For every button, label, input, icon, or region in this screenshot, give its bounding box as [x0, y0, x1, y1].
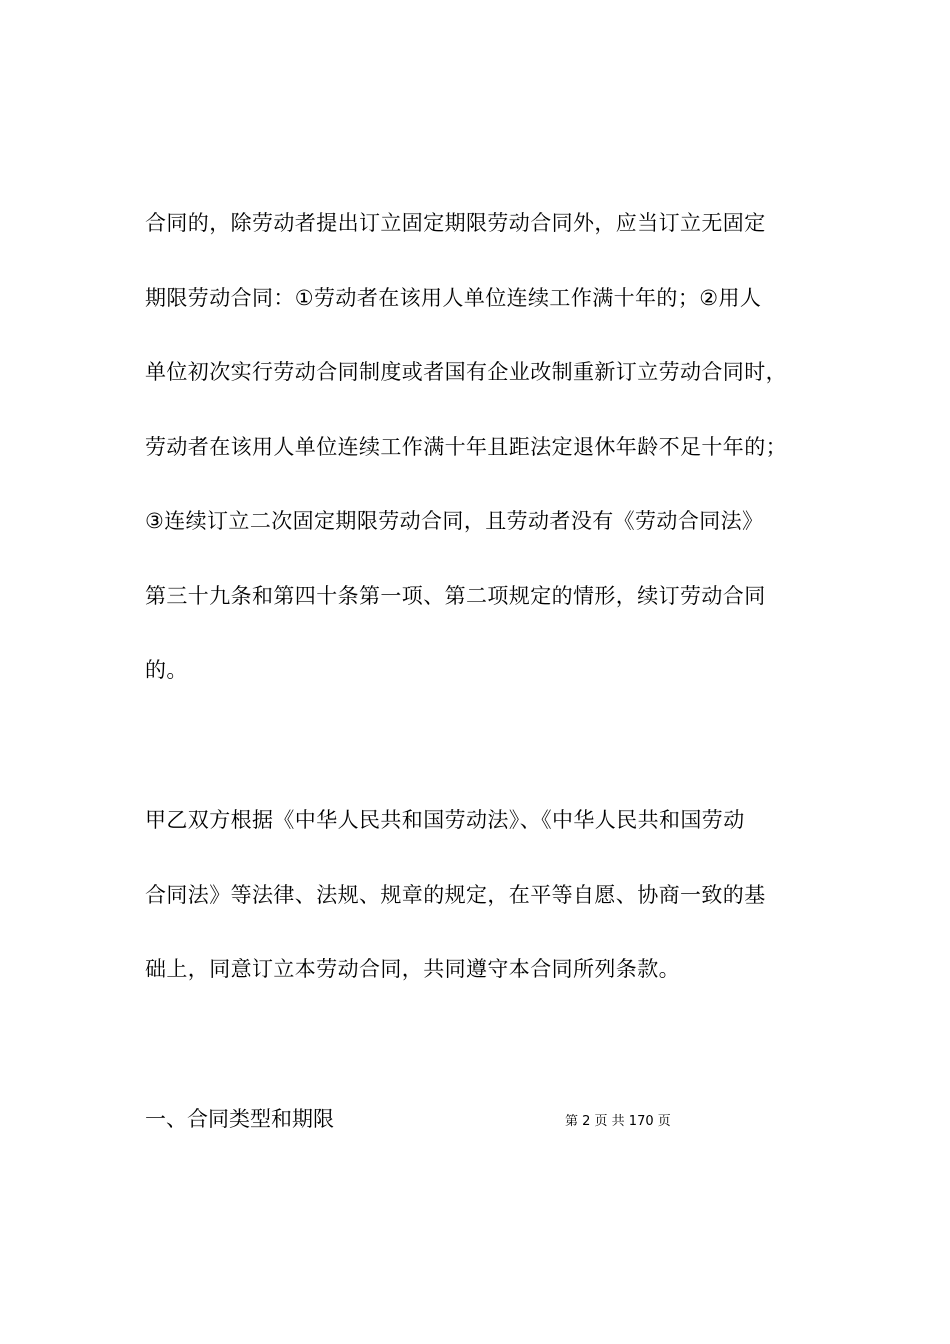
- text-line: 第三十九条和第四十条第一项、第二项规定的情形，续订劳动合同: [145, 584, 766, 608]
- page-number: 第 2 页 共 170 页: [565, 1114, 671, 1129]
- text-line: 础上，同意订立本劳动合同，共同遵守本合同所列条款。: [145, 957, 680, 981]
- text-line: 期限劳动合同：①劳动者在该用人单位连续工作满十年的；②用人: [145, 286, 762, 310]
- text-line: 合同的，除劳动者提出订立固定期限劳动合同外，应当订立无固定: [145, 211, 766, 235]
- text-line: 单位初次实行劳动合同制度或者国有企业改制重新订立劳动合同时，: [145, 360, 787, 384]
- text-line: 甲乙双方根据《中华人民共和国劳动法》、《中华人民共和国劳动: [145, 808, 745, 832]
- section-heading: 一、合同类型和期限: [145, 1107, 334, 1131]
- text-line: ③连续订立二次固定期限劳动合同，且劳动者没有《劳动合同法》: [145, 509, 764, 533]
- text-line: 的。: [145, 658, 188, 682]
- text-line: 劳动者在该用人单位连续工作满十年且距法定退休年龄不足十年的；: [145, 435, 787, 459]
- text-line: 合同法》等法律、法规、规章的规定，在平等自愿、协商一致的基: [145, 883, 766, 907]
